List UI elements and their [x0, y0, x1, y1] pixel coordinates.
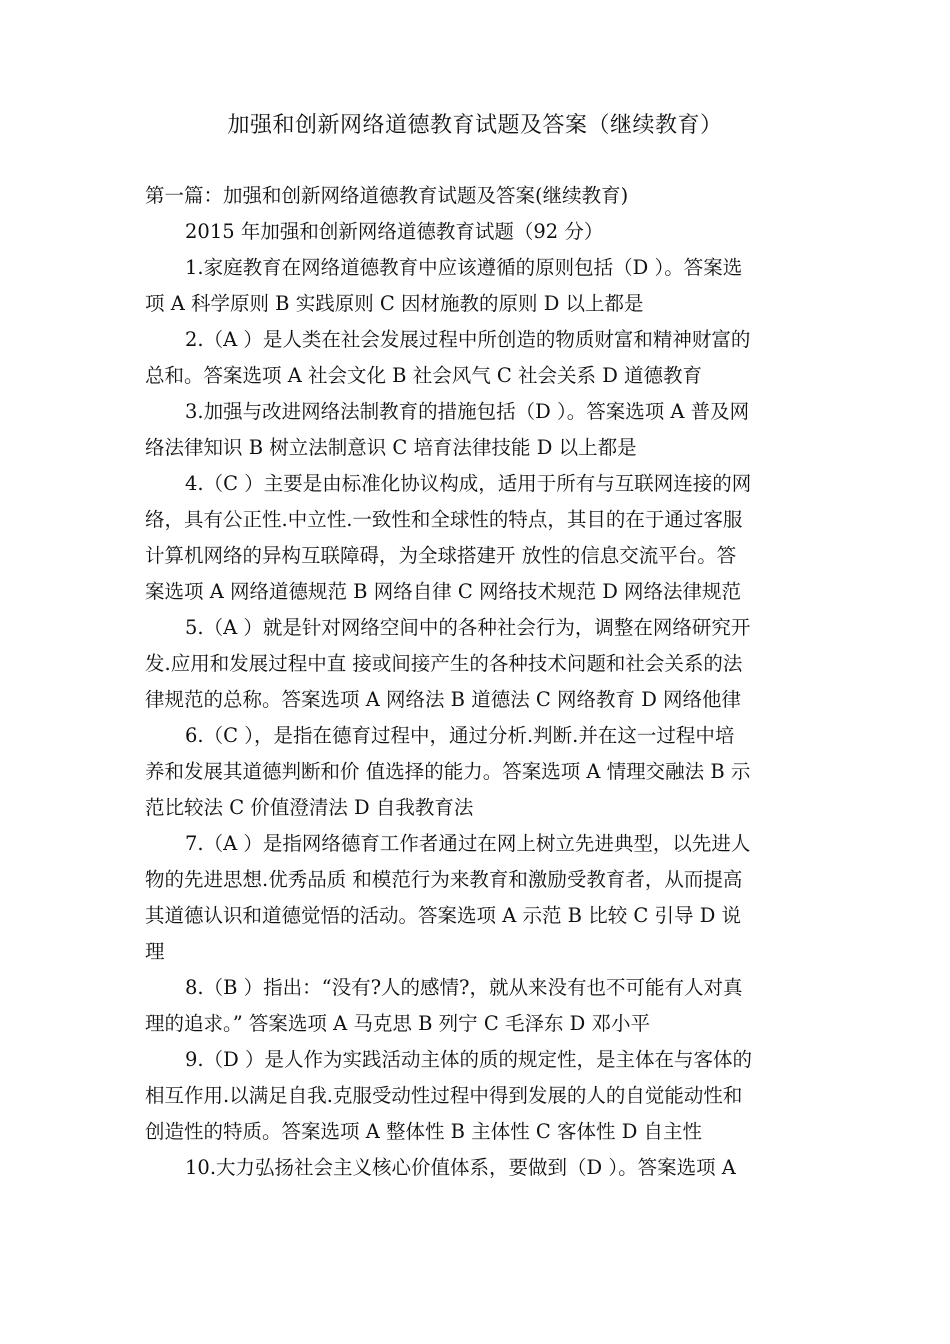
- question-item: [145, 466, 810, 610]
- question-line: 计算机网络的异构互联障碍，为全球搭建开 放性的信息交流平台。答: [145, 544, 737, 567]
- question-line: 案选项 A 网络道德规范 B 网络自律 C 网络技术规范 D 网络法律规范: [145, 580, 742, 603]
- question-line: 6.（C ），是指在德育过程中，通过分析.判断.并在这一过程中培: [185, 724, 735, 747]
- question-line: 络，具有公正性.中立性.一致性和全球性的特点，其目的在于通过客服: [145, 508, 743, 531]
- subheading: 2015 年加强和创新网络道德教育试题（92 分）: [185, 220, 604, 243]
- question-line: 理的追求。” 答案选项 A 马克思 B 列宁 C 毛泽东 D 邓小平: [145, 1012, 650, 1035]
- question-line: 总和。答案选项 A 社会文化 B 社会风气 C 社会关系 D 道德教育: [145, 364, 703, 387]
- question-line: 律规范的总称。答案选项 A 网络法 B 道德法 C 网络教育 D 网络他律: [145, 688, 742, 711]
- question-item: [145, 718, 810, 826]
- question-item: [145, 610, 810, 718]
- question-line: 9.（D ）是人作为实践活动主体的质的规定性，是主体在与客体的: [185, 1048, 752, 1071]
- question-line: 创造性的特质。答案选项 A 整体性 B 主体性 C 客体性 D 自主性: [145, 1120, 703, 1143]
- question-item: [145, 1150, 810, 1186]
- document-body: [145, 178, 810, 1186]
- question-line: 养和发展其道德判断和价 值选择的能力。答案选项 A 情理交融法 B 示: [145, 760, 751, 783]
- question-line: 4.（C ）主要是由标准化协议构成，适用于所有与互联网连接的网: [185, 472, 752, 495]
- question-line: 3.加强与改进网络法制教育的措施包括（D ）。答案选项 A 普及网: [185, 400, 750, 423]
- question-line: 8.（B ）指出：“没有?人的感情?，就从来没有也不可能有人对真: [185, 976, 743, 999]
- question-item: [145, 1042, 810, 1150]
- question-line: 1.家庭教育在网络道德教育中应该遵循的原则包括（D ）。答案选: [185, 256, 743, 279]
- question-item: [145, 394, 810, 466]
- question-line: 络法律知识 B 树立法制意识 C 培育法律技能 D 以上都是: [145, 436, 637, 459]
- question-item: [145, 970, 810, 1042]
- question-item: [145, 322, 810, 394]
- question-line: 项 A 科学原则 B 实践原则 C 因材施教的原则 D 以上都是: [145, 292, 644, 315]
- question-item: [145, 250, 810, 322]
- question-line: 物的先进思想.优秀品质 和模范行为来教育和激励受教育者，从而提高: [145, 868, 743, 891]
- question-line: 发.应用和发展过程中直 接或间接产生的各种技术问题和社会关系的法: [145, 652, 743, 675]
- question-line: 其道德认识和道德觉悟的活动。答案选项 A 示范 B 比较 C 引导 D 说: [145, 904, 742, 927]
- question-line: 理: [145, 940, 165, 963]
- question-line: 相互作用.以满足自我.克服受动性过程中得到发展的人的自觉能动性和: [145, 1084, 743, 1107]
- question-list: [145, 250, 810, 1186]
- question-line: 10.大力弘扬社会主义核心价值体系，要做到（D ）。答案选项 A: [185, 1156, 736, 1179]
- question-item: [145, 826, 810, 970]
- question-line: 范比较法 C 价值澄清法 D 自我教育法: [145, 796, 474, 819]
- document-title: 加强和创新网络道德教育试题及答案（继续教育）: [227, 113, 723, 138]
- question-line: 7.（A ）是指网络德育工作者通过在网上树立先进典型，以先进人: [185, 832, 751, 855]
- question-line: 5.（A ）就是针对网络空间中的各种社会行为，调整在网络研究开: [185, 616, 751, 639]
- section-heading: 第一篇：加强和创新网络道德教育试题及答案(继续教育): [145, 184, 629, 207]
- question-line: 2.（A ）是人类在社会发展过程中所创造的物质财富和精神财富的: [185, 328, 751, 351]
